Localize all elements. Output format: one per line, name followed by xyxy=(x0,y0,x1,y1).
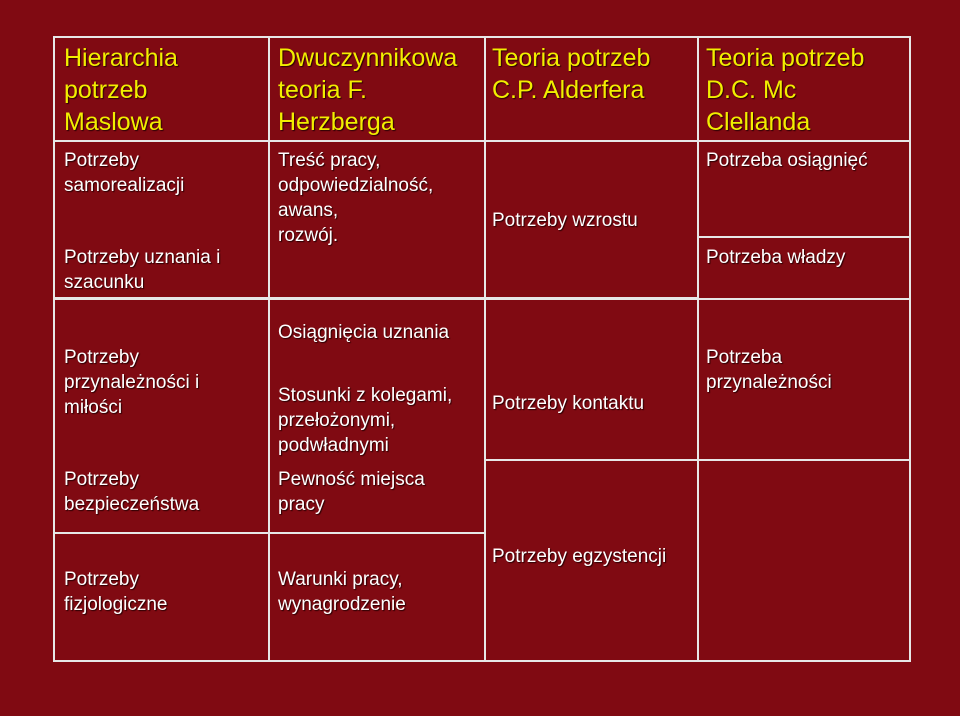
grid-line-belonging-top xyxy=(53,298,911,300)
grid-line-col3 xyxy=(697,36,699,662)
maslow-belonging: Potrzeby przynależności i miłości xyxy=(64,347,200,418)
mcclelland-power: Potrzeba władzy xyxy=(706,247,846,268)
grid-line-right xyxy=(909,36,911,662)
maslow-safety: Potrzeby bezpieczeństwa xyxy=(64,469,200,515)
header-herzberg: Dwuczynnikowa teoria F. Herzberga xyxy=(278,44,458,136)
header-maslow: Hierarchia potrzeb Maslowa xyxy=(64,44,178,136)
maslow-self-actualization: Potrzeby samorealizacji xyxy=(64,150,185,196)
grid-line-col1 xyxy=(268,36,270,662)
mcclelland-achievement: Potrzeba osiągnięć xyxy=(706,150,868,171)
herzberg-job-security: Pewność miejsca pracy xyxy=(278,469,425,515)
maslow-physiological: Potrzeby fizjologiczne xyxy=(64,569,168,615)
alderfer-existence: Potrzeby egzystencji xyxy=(492,546,667,567)
grid-line-mcclelland-achievement xyxy=(697,236,911,238)
maslow-esteem: Potrzeby uznania i szacunku xyxy=(64,247,221,293)
grid-line-col2 xyxy=(484,36,486,662)
grid-line-bottom xyxy=(53,660,911,662)
herzberg-growth: Treść pracy, odpowiedzialność, awans, rozwój. xyxy=(278,150,434,246)
herzberg-relations: Stosunki z kolegami, przełożonymi, podwładnymi xyxy=(278,385,453,456)
alderfer-growth: Potrzeby wzrostu xyxy=(492,210,638,231)
grid-line-top xyxy=(53,36,911,38)
grid-line-header-bottom xyxy=(53,140,911,142)
mcclelland-affiliation: Potrzeba przynależności xyxy=(706,347,832,393)
alderfer-relatedness: Potrzeby kontaktu xyxy=(492,393,645,414)
header-mcclelland: Teoria potrzeb D.C. Mc Clellanda xyxy=(706,44,865,136)
herzberg-conditions: Warunki pracy, wynagrodzenie xyxy=(278,569,406,615)
herzberg-recognition: Osiągnięcia uznania xyxy=(278,322,450,343)
grid-line-left xyxy=(53,36,55,662)
header-alderfer: Teoria potrzeb C.P. Alderfera xyxy=(492,44,651,104)
